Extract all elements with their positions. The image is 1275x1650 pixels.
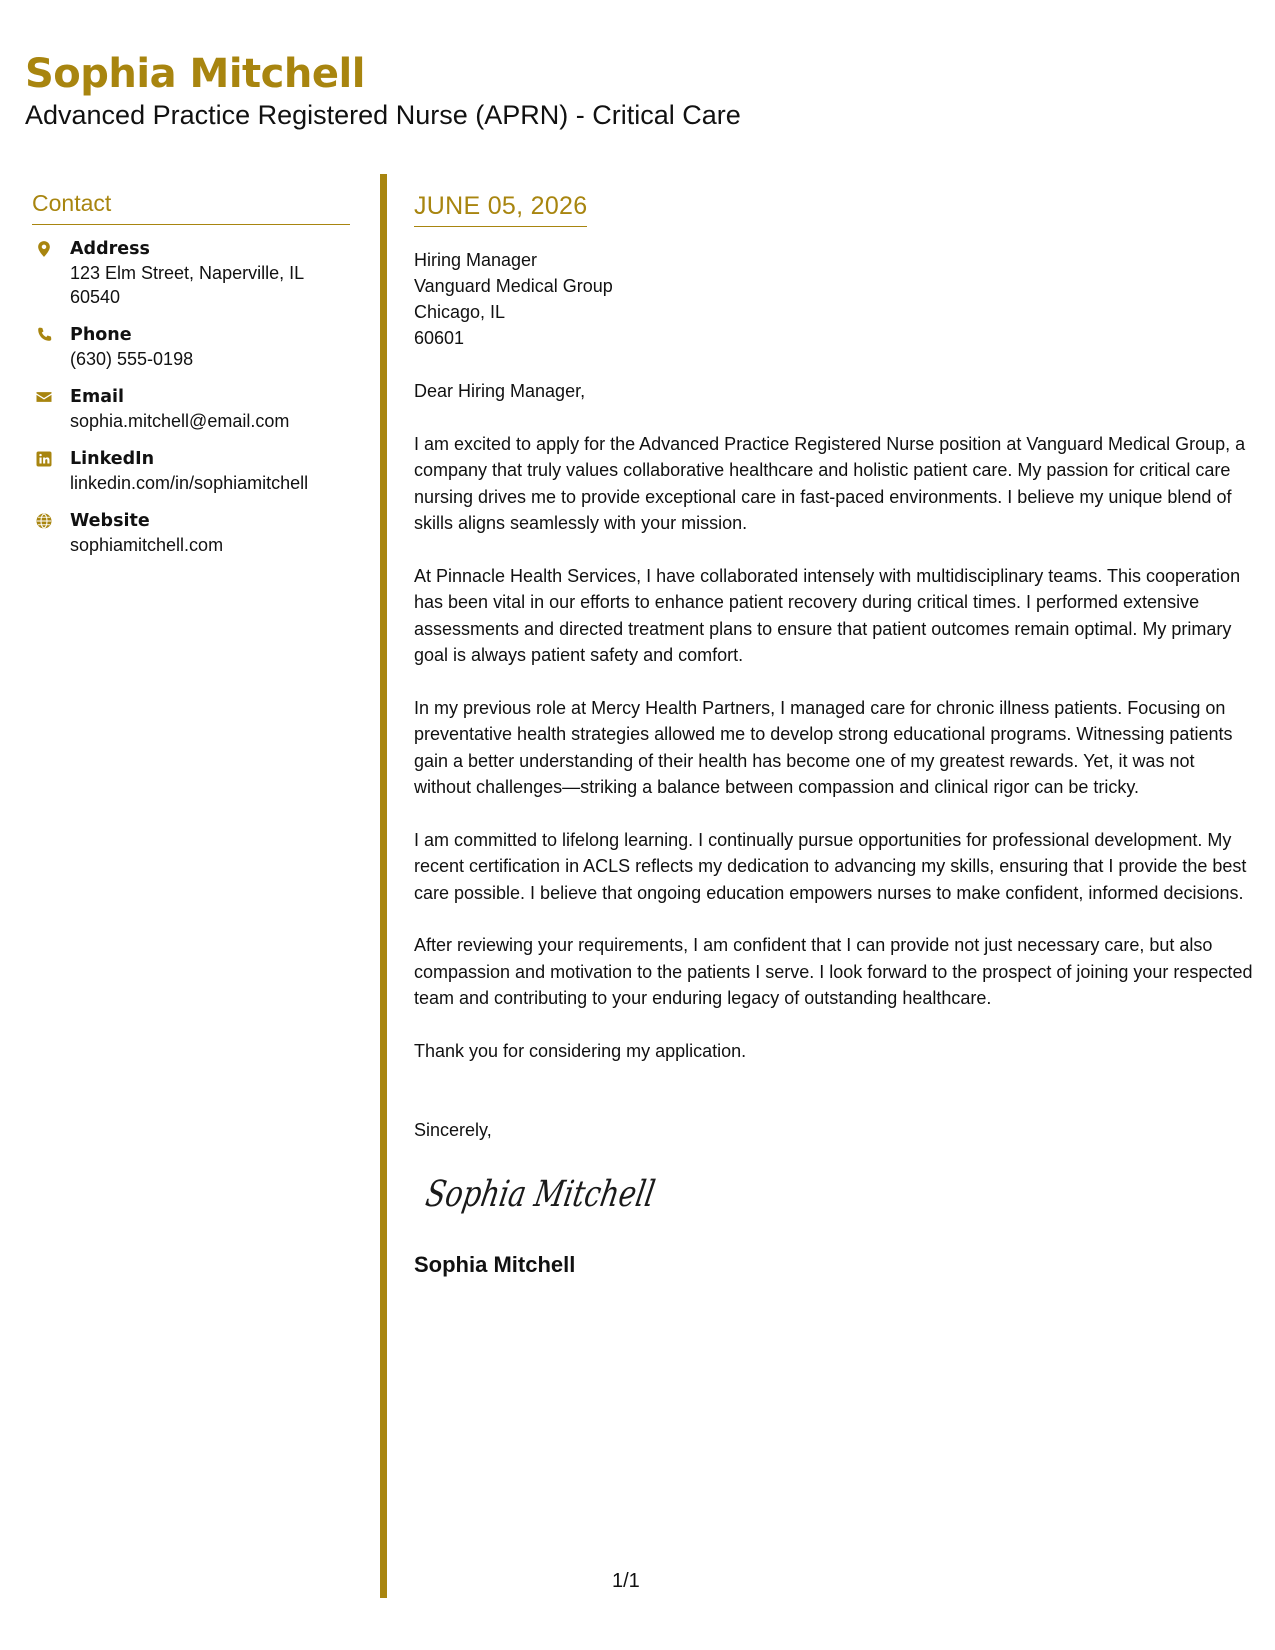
contact-label: Website xyxy=(70,511,150,531)
recipient-block xyxy=(414,247,1254,351)
linkedin-icon xyxy=(35,450,53,468)
contact-value: (630) 555-0198 xyxy=(70,349,194,369)
svg-text:Sophia Mitchell: Sophia Mitchell xyxy=(422,1171,718,1215)
contact-label: Email xyxy=(70,387,124,407)
recipient-line: Vanguard Medical Group xyxy=(414,276,613,296)
phone-icon xyxy=(35,326,53,344)
page-number: 1/1 xyxy=(612,1570,640,1592)
contact-label: Phone xyxy=(70,325,132,345)
letter-paragraph: I am excited to apply for the Advanced Practice Registered Nurse position at Vanguard Medical Group, a company that truly values collaborative healthcare and holistic patient care. My passion for critical care nursing drives me to provide exceptional care in fast-paced environments. I believe my unique blend of skills aligns seamlessly with your mission. xyxy=(414,433,1246,533)
job-title: Advanced Practice Registered Nurse (APRN) - Critical Care xyxy=(25,100,741,130)
letter-paragraph: After reviewing your requirements, I am confident that I can provide not just necessary care, but also compassion and motivation to the patients I serve. I look forward to the prospect of joining your respected team and contributing to your enduring legacy of outstanding healthcare. xyxy=(414,935,1253,1008)
letter-paragraph: In my previous role at Mercy Health Partners, I managed care for chronic illness patients. Focusing on preventative health strategies allowed me to develop strong educational programs. Witnessing patients gain a better understanding of their health has become one of my greatest rewards. Yet, it was not without challenges—striking a balance between compassion and clinical rigor can be tricky. xyxy=(414,697,1233,797)
contact-item-phone xyxy=(32,323,350,371)
contact-item-website xyxy=(32,509,350,557)
contact-item-address xyxy=(32,237,350,309)
envelope-icon xyxy=(35,388,53,406)
contact-label: LinkedIn xyxy=(70,449,155,469)
letter-date: JUNE 05, 2026 xyxy=(414,190,587,227)
letter-paragraph: I am committed to lifelong learning. I continually pursue opportunities for professional development. My recent certification in ACLS reflects my dedication to advancing my skills, ensuring that I provide the best care possible. I believe that ongoing education empowers nurses to make confident, informed decisions. xyxy=(414,829,1247,903)
salutation: Dear Hiring Manager, xyxy=(414,381,586,401)
letter-body xyxy=(414,190,1254,1279)
contact-value: linkedin.com/in/sophiamitchell xyxy=(70,473,309,493)
contact-value: sophia.mitchell@email.com xyxy=(70,411,290,431)
contact-heading: Contact xyxy=(32,188,350,225)
letter-paragraph: At Pinnacle Health Services, I have collaborated intensely with multidisciplinary teams. This cooperation has been vital in our efforts to enhance patient recovery during critical times. I performed extensive assessments and directed treatment plans to ensure that patient outcomes remain optimal. My primary goal is always patient safety and comfort. xyxy=(414,565,1241,665)
contact-item-email xyxy=(32,385,350,433)
contact-item-linkedin xyxy=(32,447,350,495)
recipient-line: Chicago, IL xyxy=(414,302,506,322)
recipient-line: Hiring Manager xyxy=(414,250,538,270)
recipient-line: 60601 xyxy=(414,328,465,348)
globe-icon xyxy=(35,512,53,530)
applicant-name: Sophia Mitchell xyxy=(25,51,365,97)
map-pin-icon xyxy=(35,240,53,258)
contact-sidebar xyxy=(32,188,350,571)
vertical-divider xyxy=(380,174,387,1598)
closing: Sincerely, xyxy=(414,1120,492,1140)
contact-value: sophiamitchell.com xyxy=(70,535,224,555)
letter-paragraph: Thank you for considering my application. xyxy=(414,1040,747,1061)
contact-value: 123 Elm Street, Naperville, IL 60540 xyxy=(70,263,304,307)
signer-name: Sophia Mitchell xyxy=(414,1252,576,1277)
signature-image xyxy=(420,1162,718,1226)
contact-label: Address xyxy=(70,239,150,259)
